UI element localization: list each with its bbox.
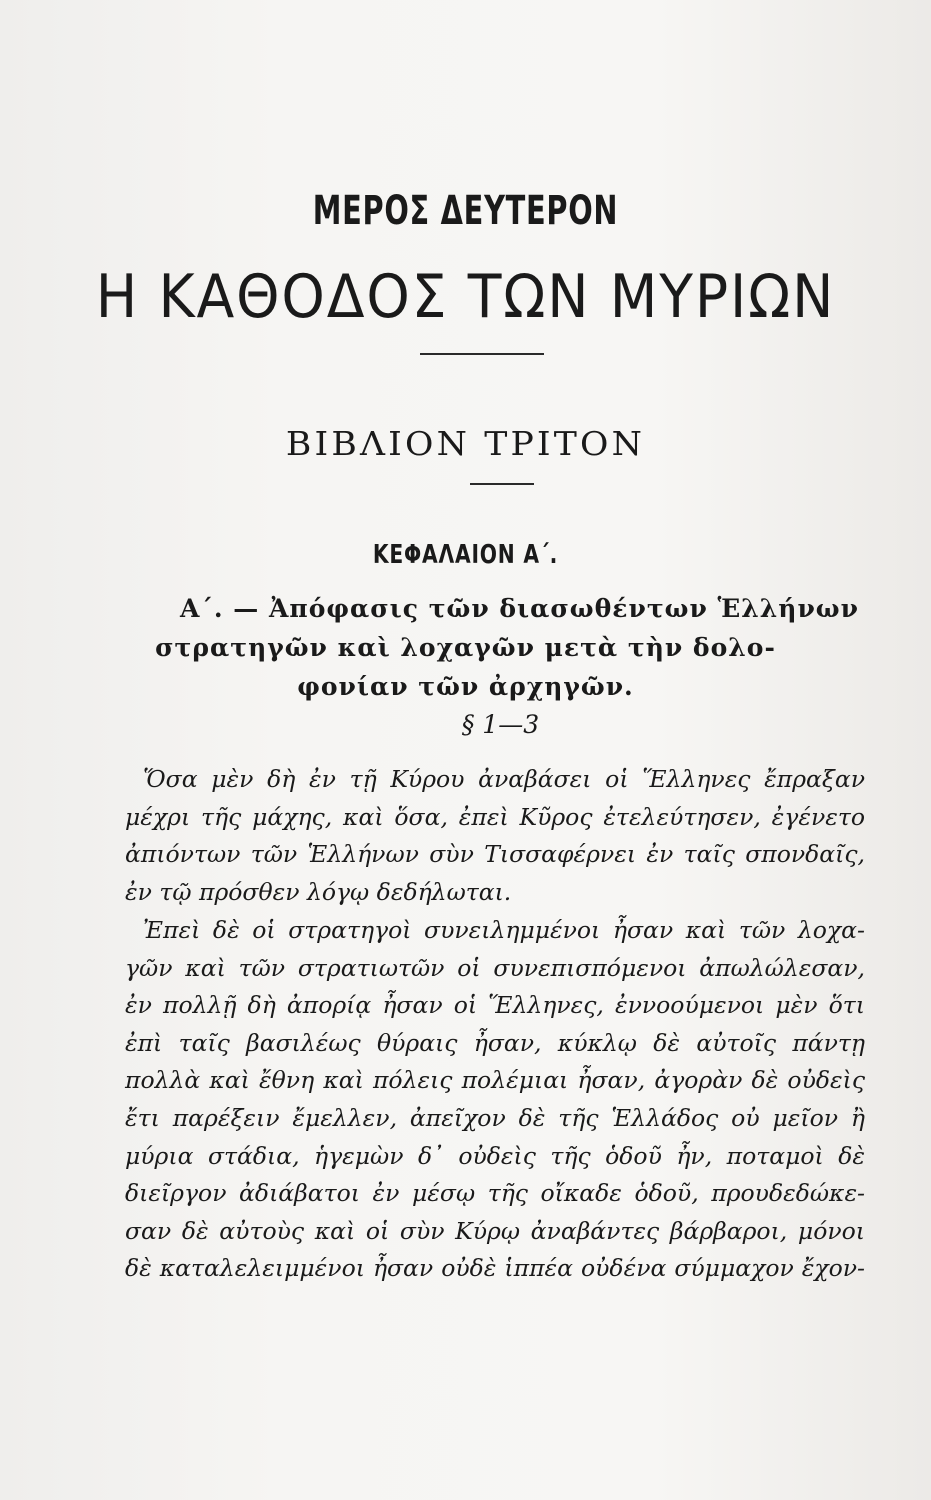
text-line: ἐν τῷ πρόσθεν λόγῳ δεδήλωται.	[125, 877, 512, 906]
text-line: μύρια στάδια, ἡγεμὼν δ᾽ οὐδεὶς τῆς ὁδοῦ ἦν, ποταμοὶ δὲ	[125, 1141, 865, 1170]
section-heading-line: Α΄. — Ἀπόφασις τῶν διασωθέντων Ἑλλήνων	[180, 594, 859, 623]
book-title: ΒΙΒΛΙΟΝ ΤΡΙΤΟΝ	[285, 424, 646, 463]
text-line: ἐπὶ ταῖς βασιλέως θύραις ἦσαν, κύκλῳ δὲ αὐτοῖς πάντῃ	[125, 1028, 865, 1057]
text-line: ἐν πολλῇ δὴ ἀπορίᾳ ἦσαν οἱ Ἕλληνες, ἐννοούμενοι μὲν ὅτι	[125, 991, 865, 1020]
text-line: Ὅσα μὲν δὴ ἐν τῇ Κύρου ἀναβάσει οἱ Ἕλληνες ἔπραξαν	[143, 765, 865, 793]
text-line: γῶν καὶ τῶν στρατιωτῶν οἱ συνεπισπόμενοι ἀπωλώλεσαν,	[125, 953, 865, 982]
part-title: ΜΕΡΟΣ ΔΕΥΤΕΡΟΝ	[312, 188, 619, 234]
text-line: δὲ καταλελειμμένοι ἦσαν οὐδὲ ἱππέα οὐδένα σύμμαχον ἔχον-	[125, 1254, 865, 1283]
main-title: Η ΚΑΘΟΔΟΣ ΤΩΝ ΜΥΡΙΩΝ	[95, 262, 836, 332]
paragraph	[125, 761, 865, 911]
text-line: πολλὰ καὶ ἔθνη καὶ πόλεις πολέμιαι ἦσαν, ἀγορὰν δὲ οὐδεὶς	[125, 1066, 865, 1095]
text-line: ἀπιόντων τῶν Ἑλλήνων σὺν Τισσαφέρνει ἐν ταῖς σπονδαῖς,	[125, 840, 865, 869]
chapter-title: ΚΕΦΑΛΑΙΟΝ Α΄.	[372, 540, 559, 570]
divider-rule	[420, 353, 544, 355]
text-line: ἔτι παρέξειν ἔμελλεν, ἀπεῖχον δὲ τῆς Ἑλλάδος οὐ μεῖον ἢ	[125, 1103, 865, 1132]
text-line: σαν δὲ αὐτοὺς καὶ οἱ σὺν Κύρῳ ἀναβάντες βάρβαροι, μόνοι	[125, 1216, 865, 1245]
divider-rule	[470, 483, 534, 485]
text-line: Ἐπεὶ δὲ οἱ στρατηγοὶ συνειλημμένοι ἦσαν καὶ τῶν λοχα-	[143, 916, 865, 944]
text-line: μέχρι τῆς μάχης, καὶ ὅσα, ἐπεὶ Κῦρος ἐτελεύτησεν, ἐγένετο	[125, 802, 865, 831]
section-heading-line: φονίαν τῶν ἀρχηγῶν.	[297, 672, 634, 701]
section-heading-line: στρατηγῶν καὶ λοχαγῶν μετὰ τὴν δολο-	[155, 633, 776, 662]
paragraph	[125, 912, 865, 1288]
section-mark: § 1—3	[461, 710, 540, 739]
text-line: διεῖργον ἀδιάβατοι ἐν μέσῳ τῆς οἴκαδε ὁδοῦ, προυδεδώκε-	[125, 1179, 865, 1208]
